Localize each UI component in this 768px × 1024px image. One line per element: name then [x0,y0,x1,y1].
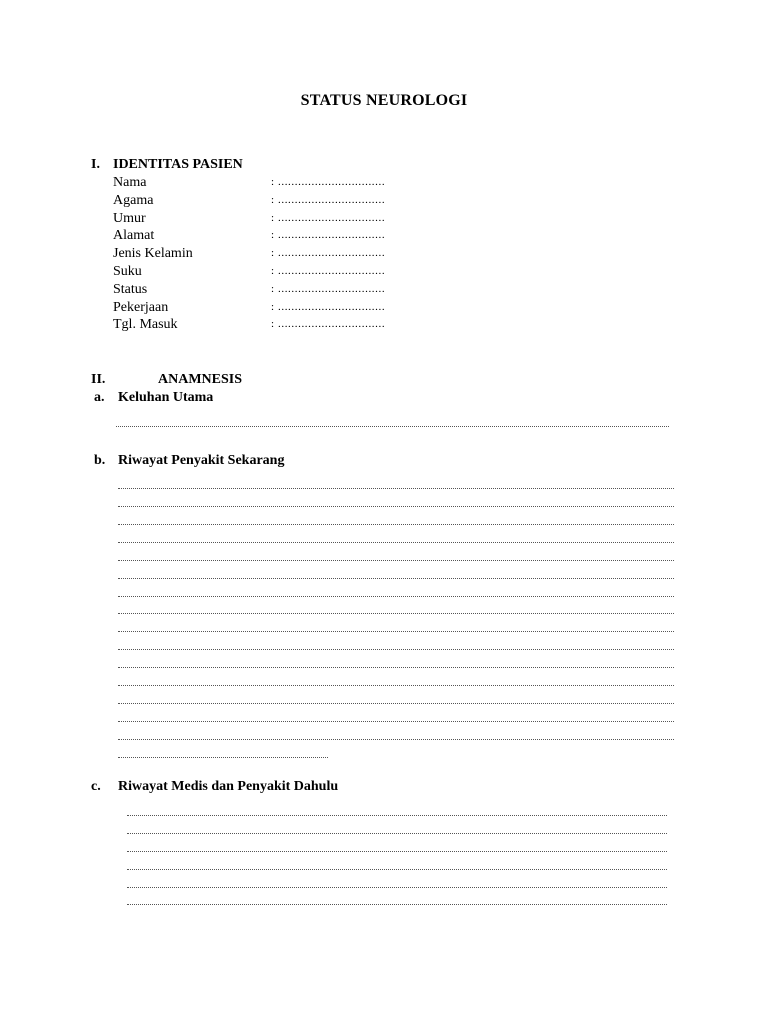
answer-line [127,887,667,888]
field-blank: : ................................ [271,247,386,260]
answer-line [127,833,667,834]
answer-line [118,560,674,561]
answer-line [118,757,328,758]
subsection-c-letter: c. [91,779,101,794]
answer-line [118,685,674,686]
subsection-c-heading: Riwayat Medis dan Penyakit Dahulu [118,779,339,794]
field-label: Tgl. Masuk [113,317,178,333]
answer-line [118,721,674,722]
field-blank: : ................................ [271,318,386,331]
answer-line [118,596,674,597]
field-blank: : ................................ [271,229,386,242]
answer-line [118,739,674,740]
document-title: STATUS NEUROLOGI [300,92,468,109]
field-label: Jenis Kelamin [113,246,193,262]
field-blank: : ................................ [271,264,386,277]
field-label: Pekerjaan [113,299,169,315]
field-blank: : ................................ [271,211,386,224]
answer-line [127,851,667,852]
answer-line [118,542,674,543]
answer-line [127,815,667,816]
subsection-a-heading: Keluhan Utama [118,390,214,405]
answer-line [118,631,674,632]
answer-line [118,488,674,489]
answer-line [118,506,674,507]
field-label: Agama [113,192,154,208]
field-label: Umur [113,210,146,226]
field-blank: : ................................ [271,300,386,313]
answer-line [118,613,674,614]
field-label: Alamat [113,228,155,244]
answer-line [118,649,674,650]
section-1-heading: IDENTITAS PASIEN [113,157,243,172]
answer-line [127,869,667,870]
answer-line [118,578,674,579]
field-label: Status [113,281,148,297]
answer-line [118,703,674,704]
subsection-a-letter: a. [94,390,105,405]
field-blank: : ................................ [271,282,386,295]
section-2-number: II. [91,372,106,387]
section-2-heading: ANAMNESIS [158,372,243,387]
answer-line [118,524,674,525]
field-label: Nama [113,175,147,190]
answer-line [127,904,667,905]
subsection-b-heading: Riwayat Penyakit Sekarang [118,453,285,468]
field-label: Suku [113,263,142,279]
field-blank: : ................................ [271,193,386,206]
subsection-b-letter: b. [94,453,106,468]
answer-line [116,426,669,427]
answer-line [118,667,674,668]
section-1-number: I. [91,157,100,172]
field-blank: : ................................ [271,176,386,188]
